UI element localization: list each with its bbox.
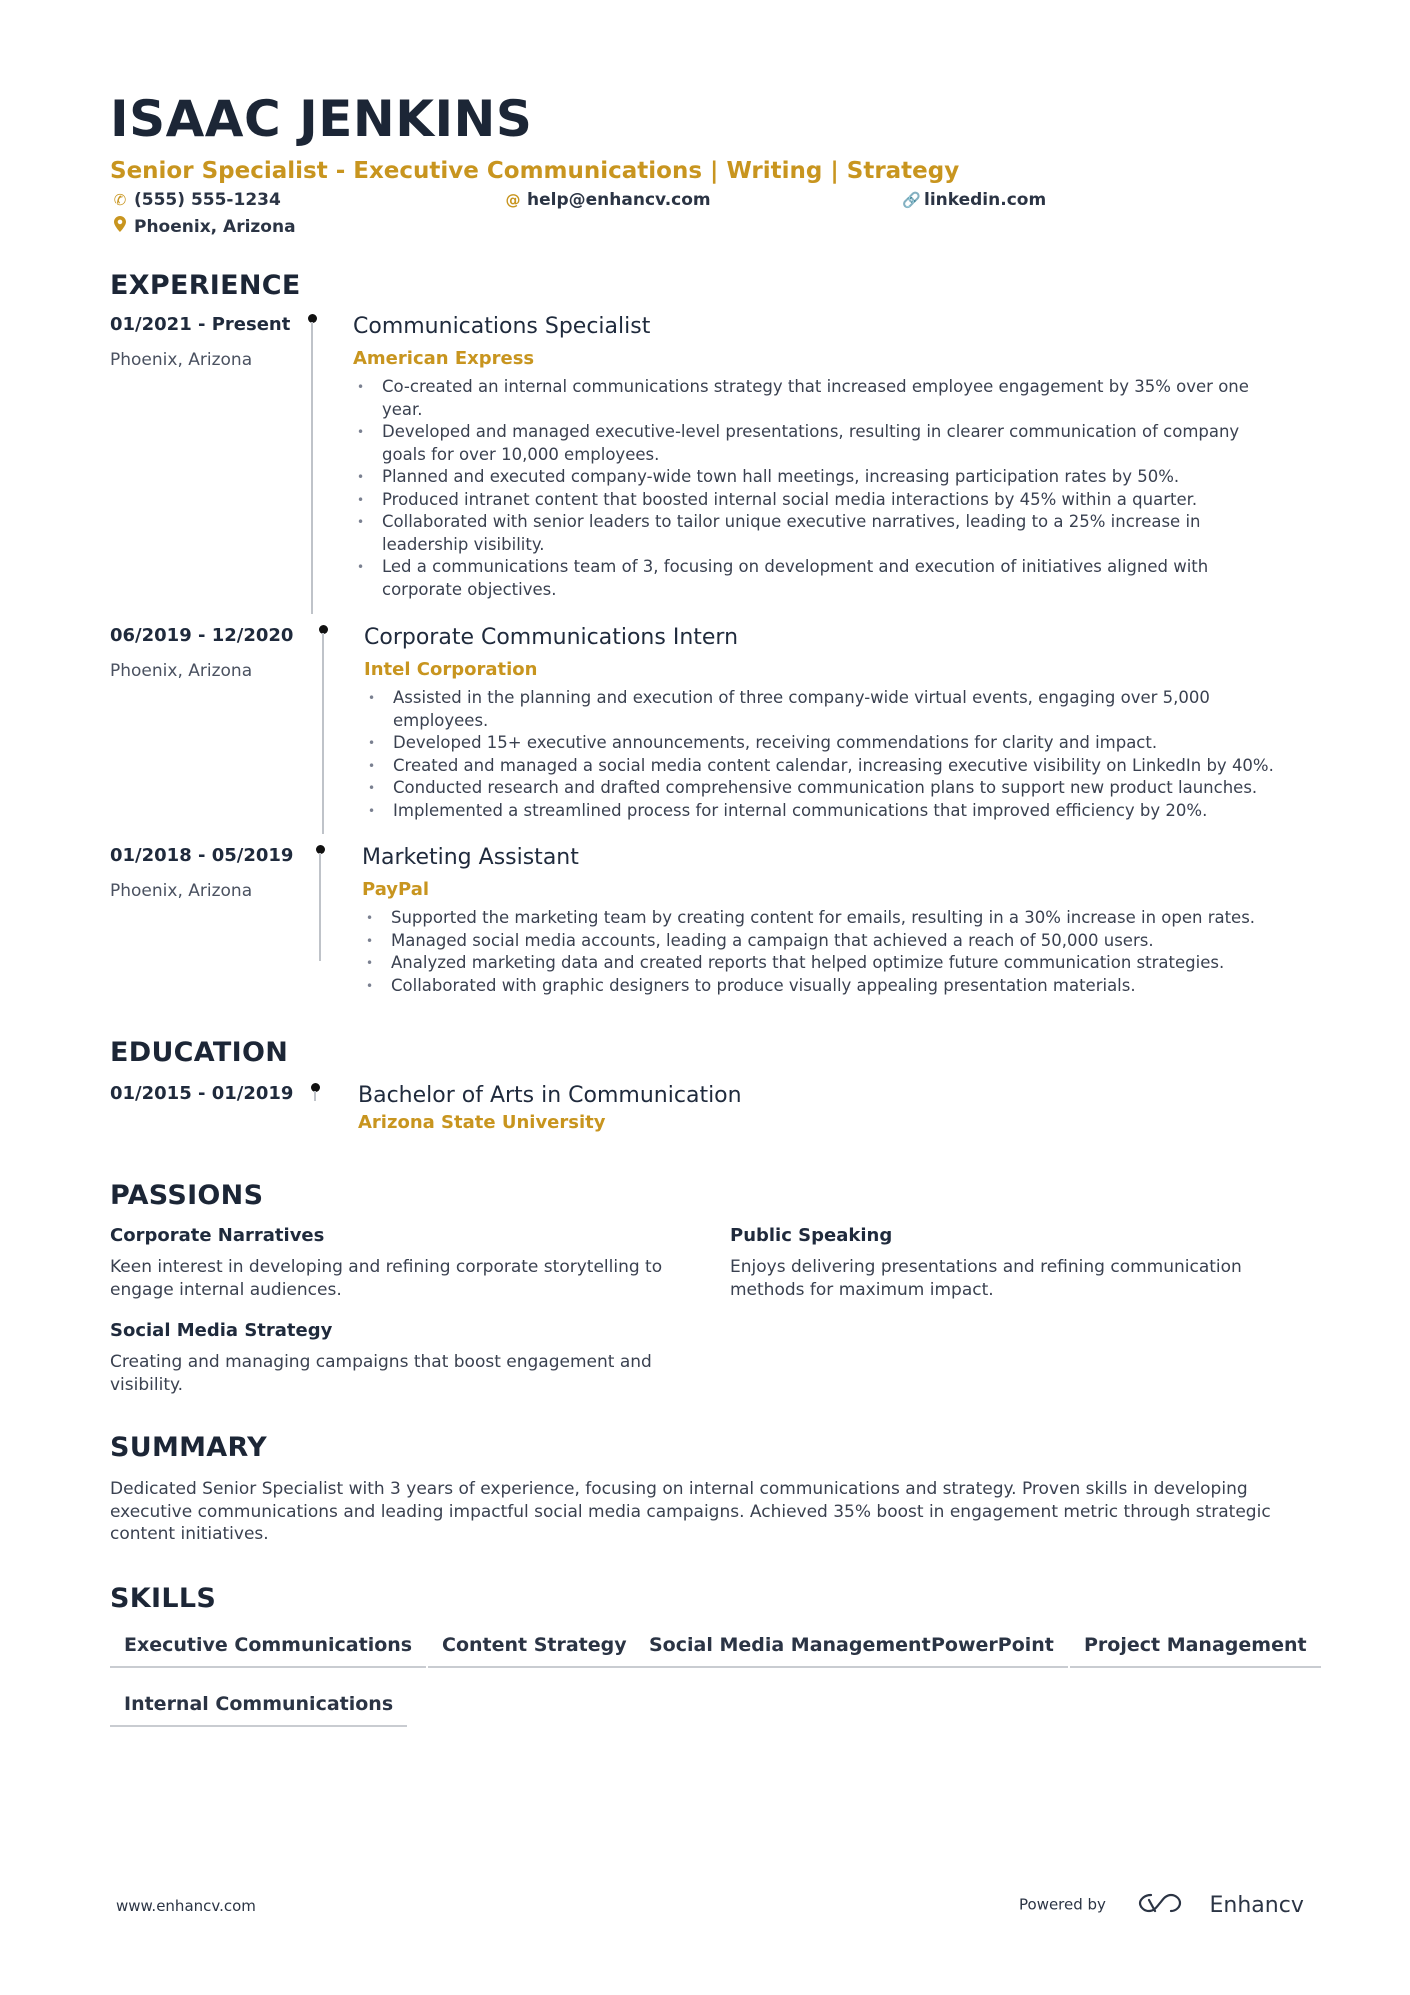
passion-item (730, 1225, 1290, 1301)
brand-name: Enhancv (1209, 1892, 1304, 1918)
job-role: Communications Specialist (353, 314, 651, 339)
skill-tag: Content Strategy (428, 1634, 641, 1668)
job-bullet: • Implemented a streamlined process for internal communications that improved efficiency by 20%. (364, 800, 1284, 823)
passions-heading: PASSIONS (110, 1180, 264, 1211)
job-company: Intel Corporation (364, 659, 538, 680)
candidate-title: Senior Specialist - Executive Communications | Writing | Strategy (110, 158, 960, 184)
email-contact[interactable] (505, 190, 711, 210)
job-bullet: • Collaborated with graphic designers to produce visually appealing presentation materials. (362, 975, 1282, 998)
job-bullet: • Supported the marketing team by creating content for emails, resulting in a 30% increase in open rates. (362, 907, 1282, 930)
candidate-name: ISAAC JENKINS (110, 90, 533, 148)
job-bullet: • Assisted in the planning and execution of three company-wide virtual events, engaging over 5,000 employees. (364, 687, 1284, 732)
linkedin-contact[interactable] (902, 190, 1046, 210)
footer-website[interactable]: www.enhancv.com (116, 1897, 256, 1915)
location-text: Phoenix, Arizona (134, 217, 296, 237)
phone-text: (555) 555-1234 (134, 190, 281, 210)
education-degree: Bachelor of Arts in Communication (358, 1083, 742, 1108)
email-text[interactable]: help@enhancv.com (527, 190, 711, 210)
passion-title: Corporate Narratives (110, 1225, 325, 1246)
education-heading: EDUCATION (110, 1037, 289, 1068)
location-contact (112, 216, 296, 237)
enhancv-logo-icon (1137, 1891, 1183, 1919)
job-dates: 01/2018 - 05/2019 (110, 845, 294, 866)
at-sign-icon: @ (505, 191, 521, 209)
job-location: Phoenix, Arizona (110, 350, 253, 370)
job-bullet: • Planned and executed company-wide town hall meetings, increasing participation rates by 50%. (353, 466, 1253, 489)
passion-item (110, 1320, 670, 1396)
timeline-line (311, 322, 313, 614)
job-bullet: • Co-created an internal communications strategy that increased employee engagement by 35% over one year. (353, 376, 1253, 421)
job-company: PayPal (362, 879, 430, 900)
job-location: Phoenix, Arizona (110, 881, 253, 901)
job-bullet: • Developed 15+ executive announcements, receiving commendations for clarity and impact. (364, 732, 1284, 755)
skill-tag: Project Management (1070, 1634, 1321, 1668)
job-bullet: • Collaborated with senior leaders to tailor unique executive narratives, leading to a 25% increase in leadership visibility. (353, 511, 1253, 556)
skills-heading: SKILLS (110, 1583, 217, 1614)
job-bullet: • Analyzed marketing data and created reports that helped optimize future communication strategies. (362, 952, 1282, 975)
job-bullets (362, 907, 1282, 997)
skill-tag: PowerPoint (917, 1634, 1068, 1668)
passion-title: Social Media Strategy (110, 1320, 333, 1341)
timeline-line (322, 633, 324, 834)
passion-description: Keen interest in developing and refining corporate storytelling to engage internal audiences. (110, 1257, 663, 1300)
link-icon: 🔗 (902, 191, 921, 209)
footer-branding (1019, 1891, 1304, 1919)
skill-tag: Executive Communications (110, 1634, 426, 1668)
passion-item (110, 1225, 670, 1301)
job-bullet: • Developed and managed executive-level presentations, resulting in clearer communication of company goals for over 10,000 employees. (353, 421, 1253, 466)
summary-text: Dedicated Senior Specialist with 3 years of experience, focusing on internal communications and strategy. Proven skills in developing executive communications and leading impactful social media campaigns. Achieved 35% boost in engagement metric through strategic content initiatives. (110, 1479, 1271, 1544)
passion-title: Public Speaking (730, 1225, 893, 1246)
job-bullet: • Led a communications team of 3, focusing on development and execution of initiatives aligned with corporate objectives. (353, 556, 1253, 601)
job-location: Phoenix, Arizona (110, 661, 253, 681)
job-bullet: • Created and managed a social media content calendar, increasing executive visibility on LinkedIn by 40%. (364, 755, 1284, 778)
linkedin-text[interactable]: linkedin.com (924, 190, 1047, 210)
job-role: Corporate Communications Intern (364, 625, 739, 650)
job-bullet: • Managed social media accounts, leading a campaign that achieved a reach of 50,000 users. (362, 930, 1282, 953)
powered-by-text: Powered by (1019, 1895, 1106, 1914)
timeline-line (319, 853, 321, 961)
job-dates: 06/2019 - 12/2020 (110, 625, 294, 646)
job-bullets (353, 376, 1253, 601)
passion-description: Creating and managing campaigns that boost engagement and visibility. (110, 1352, 652, 1395)
map-pin-icon (112, 216, 128, 236)
phone-icon: ✆ (113, 191, 127, 209)
timeline-line (314, 1091, 316, 1101)
job-company: American Express (353, 348, 535, 369)
education-dates: 01/2015 - 01/2019 (110, 1083, 294, 1104)
education-school: Arizona State University (358, 1112, 606, 1133)
job-role: Marketing Assistant (362, 845, 579, 870)
passion-description: Enjoys delivering presentations and refining communication methods for maximum impact. (730, 1257, 1242, 1300)
skill-tag: Social Media Management (635, 1634, 945, 1668)
job-bullet: • Produced intranet content that boosted internal social media interactions by 45% within a quarter. (353, 489, 1253, 512)
job-dates: 01/2021 - Present (110, 314, 291, 335)
summary-heading: SUMMARY (110, 1432, 267, 1463)
skill-tag: Internal Communications (110, 1693, 407, 1727)
job-bullets (364, 687, 1284, 822)
phone-contact (112, 190, 281, 210)
job-bullet: • Conducted research and drafted comprehensive communication plans to support new product launches. (364, 777, 1284, 800)
experience-heading: EXPERIENCE (110, 270, 301, 301)
